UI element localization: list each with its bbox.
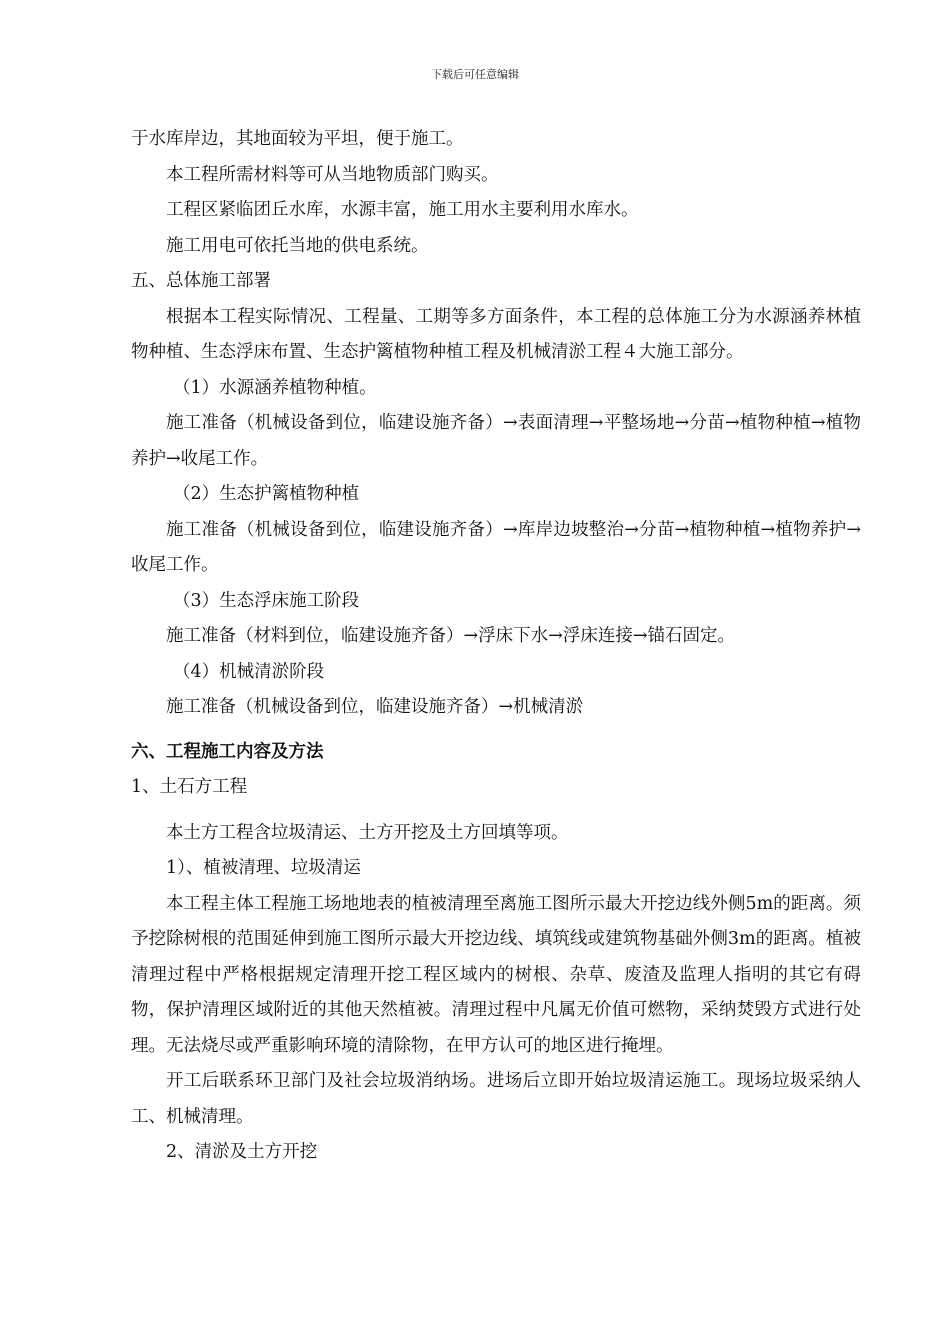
paragraph-vegetation-clearing: 本工程主体工程施工场地地表的植被清理至离施工图所示最大开挖边线外侧5m的距离。须予挖除树根的范围延伸到施工图所示最大开挖边线、填筑线或建筑物基础外侧3m的距离。植被清理过程中严格根据规定清理开挖工程区域内的树根、杂草、废渣及监理人指明的其它有碍物，保护清理区域附近的其他天然植被。清理过程中凡属无价值可燃物，采纳焚毁方式进行处理。无法烧尽或严重影响环境的清除物，在甲方认可的地区进行掩埋。 <box>131 893 861 1056</box>
item-3-heading: （3）生态浮床施工阶段 <box>173 590 360 611</box>
item-4-process: 施工准备（机械设备到位，临建设施齐备）→机械清淤 <box>166 697 584 717</box>
paragraph-materials: 本工程所需材料等可从当地物质部门购买。 <box>166 164 499 185</box>
paragraph-earthwork-scope: 本土方工程含垃圾清运、土方开挖及土方回填等项。 <box>166 822 569 843</box>
item-2-process: 施工准备（机械设备到位，临建设施齐备）→库岸边坡整治→分苗→植物种植→植物养护→收尾工作。 <box>131 519 861 575</box>
document-body <box>131 122 861 1171</box>
subsection-earthwork: 1、土石方工程 <box>131 777 248 797</box>
item-3-process: 施工准备（材料到位，临建设施齐备）→浮床下水→浮床连接→锚石固定。 <box>166 626 735 646</box>
paragraph-power-supply: 施工用电可依托当地的供电系统。 <box>166 235 429 256</box>
item-1-process: 施工准备（机械设备到位，临建设施齐备）→表面清理→平整场地→分苗→植物种植→植物养护→收尾工作。 <box>131 413 861 469</box>
paragraph-garbage-removal: 开工后联系环卫部门及社会垃圾消纳场。进场后立即开始垃圾清运施工。现场垃圾采纳人工、机械清理。 <box>131 1071 861 1127</box>
section-heading-5: 五、总体施工部署 <box>131 271 271 291</box>
section-heading-6: 六、工程施工内容及方法 <box>131 741 324 762</box>
subitem-vegetation-clearing: 1）、植被清理、垃圾清运 <box>166 858 361 878</box>
subsection-dredging-excavation: 2、清淤及土方开挖 <box>166 1142 318 1162</box>
item-1-heading: （1）水源涵养植物种植。 <box>173 377 377 398</box>
item-2-heading: （2）生态护篱植物种植 <box>173 484 360 504</box>
paragraph-site-terrain: 于水库岸边，其地面较为平坦，便于施工。 <box>131 129 464 149</box>
paragraph-overall-deployment: 根据本工程实际情况、工程量、工期等多方面条件，本工程的总体施工分为水源涵养林植物种植、生态浮床布置、生态护篱植物种植工程及机械清淤工程４大施工部分。 <box>131 306 861 362</box>
item-4-heading: （4）机械清淤阶段 <box>173 661 325 682</box>
page-header: 下载后可任意编辑 <box>431 68 519 81</box>
paragraph-water-supply: 工程区紧临团丘水库，水源丰富，施工用水主要利用水库水。 <box>166 200 639 220</box>
